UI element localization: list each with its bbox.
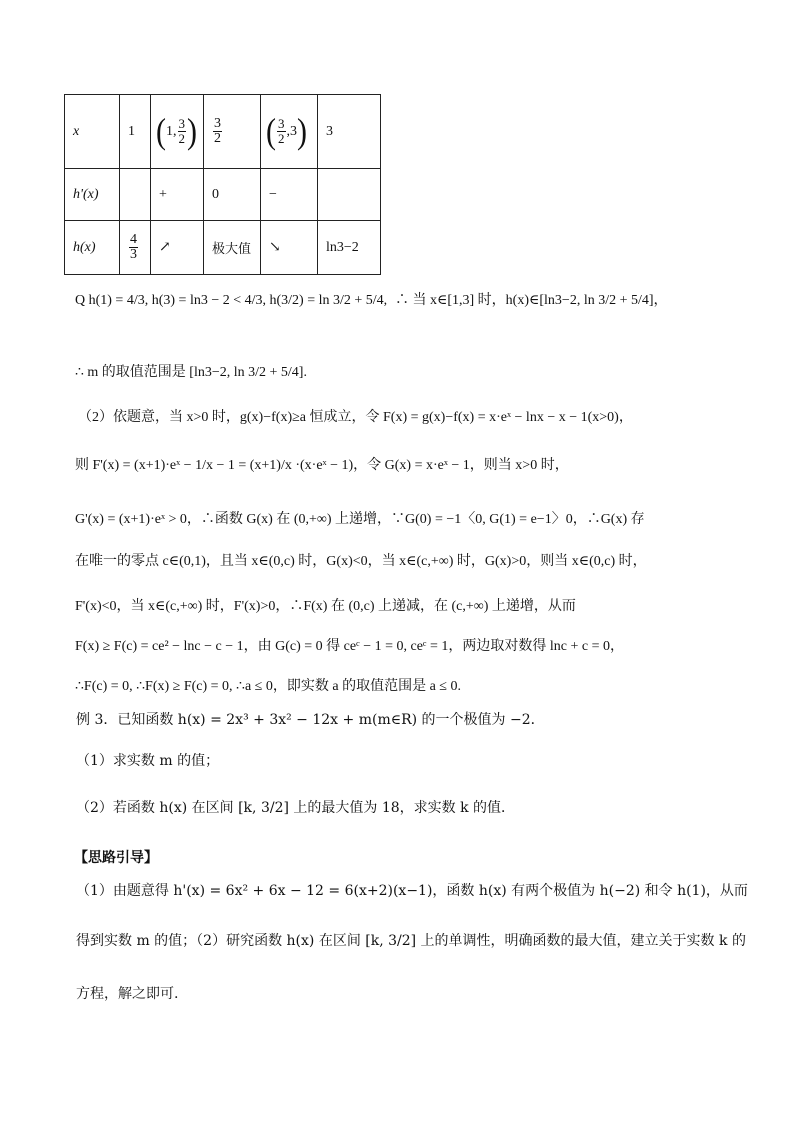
- table-cell: $\frac{3}{2}$: [204, 95, 261, 169]
- variation-table: [64, 94, 381, 275]
- table-cell-label: h'(x): [65, 169, 120, 221]
- line-5: G'(x) = (x+1)·eˣ > 0，∴函数 G(x) 在 (0,+∞) 上递增，∵G(0) = −1〈0, G(1) = e−1〉0，∴G(x) 存: [75, 512, 645, 527]
- table-cell: 极大值: [204, 221, 261, 275]
- line-6: 在唯一的零点 c∈(0,1)，且当 x∈(0,c) 时，G(x)<0，当 x∈(c,+∞) 时，G(x)>0，则当 x∈(0,c) 时，: [75, 554, 647, 569]
- table-cell-label: x: [65, 95, 120, 169]
- table-row-derivative: [65, 169, 381, 221]
- line-4: 则 F'(x) = (x+1)·eˣ − 1/x − 1 = (x+1)/x ·(x·eˣ − 1)，令 G(x) = x·eˣ − 1，则当 x>0 时，: [75, 458, 569, 473]
- table-cell: +: [151, 169, 204, 221]
- line-8: F(x) ≥ F(c) = ce² − lnc − c − 1，由 G(c) = 0 得 ceᶜ − 1 = 0, ceᶜ = 1，两边取对数得 lnc + c = 0，: [75, 639, 625, 654]
- table-cell: −: [261, 169, 318, 221]
- guide-paragraph-3: 方程，解之即可.: [76, 986, 179, 1002]
- example-title: 例 3．已知函数 h(x) = 2x³ + 3x² − 12x + m(m∈R) 的一个极值为 −2．: [76, 712, 545, 728]
- table-cell-value: 1: [128, 123, 135, 139]
- table-row-function: [65, 221, 381, 275]
- table-cell: 0: [204, 169, 261, 221]
- table-cell: ( $\frac{3}{2}$ ,3): [261, 95, 318, 169]
- table-cell: [318, 169, 381, 221]
- line-1a: Q h(1) = 4/3, h(3) = ln3 − 2 < 4/3, h(3/2) = ln 3/2 + 5/4,: [75, 293, 388, 308]
- table-cell: (1, $\frac{3}{2}$ ): [151, 95, 204, 169]
- guide-paragraph-1: （1）由题意得 h'(x) = 6x² + 6x − 12 = 6(x+2)(x−1)，函数 h(x) 有两个极值为 h(−2) 和令 h(1)，从而: [76, 883, 748, 899]
- table-cell: ↘: [261, 221, 318, 275]
- table-row-x: [65, 95, 381, 169]
- line-7: F'(x)<0，当 x∈(c,+∞) 时，F'(x)>0，∴F(x) 在 (0,c) 上递减，在 (c,+∞) 上递增，从而: [75, 599, 576, 614]
- table-cell: [120, 95, 151, 169]
- line-2: ∴ m 的取值范围是 [ln3−2, ln 3/2 + 5/4].: [75, 365, 307, 380]
- guide-heading: 【思路引导】: [74, 850, 158, 866]
- guide-paragraph-2: 得到实数 m 的值；（2）研究函数 h(x) 在区间 [k, 3/2] 上的单调性，明确函数的最大值，建立关于实数 k 的: [76, 933, 746, 949]
- table-cell: ln3−2: [318, 221, 381, 275]
- table-cell: $\frac{4}{3}$: [120, 221, 151, 275]
- table-cell: ↗: [151, 221, 204, 275]
- table-cell-label: h(x): [65, 221, 120, 275]
- line-1b: ∴ 当 x∈[1,3] 时，h(x)∈[ln3−2, ln 3/2 + 5/4]，: [395, 293, 668, 308]
- table-cell: [120, 169, 151, 221]
- table-cell-value: 3: [326, 123, 333, 139]
- line-3: （2）依题意，当 x>0 时，g(x)−f(x)≥a 恒成立，令 F(x) = g(x)−f(x) = x·eˣ − lnx − x − 1(x>0)，: [78, 410, 633, 425]
- table-cell: [318, 95, 381, 169]
- example-question-2: （2）若函数 h(x) 在区间 [k, 3/2] 上的最大值为 18，求实数 k 的值．: [76, 800, 516, 816]
- line-9: ∴F(c) = 0, ∴F(x) ≥ F(c) = 0, ∴a ≤ 0，即实数 a 的取值范围是 a ≤ 0.: [75, 679, 461, 694]
- example-question-1: （1）求实数 m 的值；: [76, 753, 220, 769]
